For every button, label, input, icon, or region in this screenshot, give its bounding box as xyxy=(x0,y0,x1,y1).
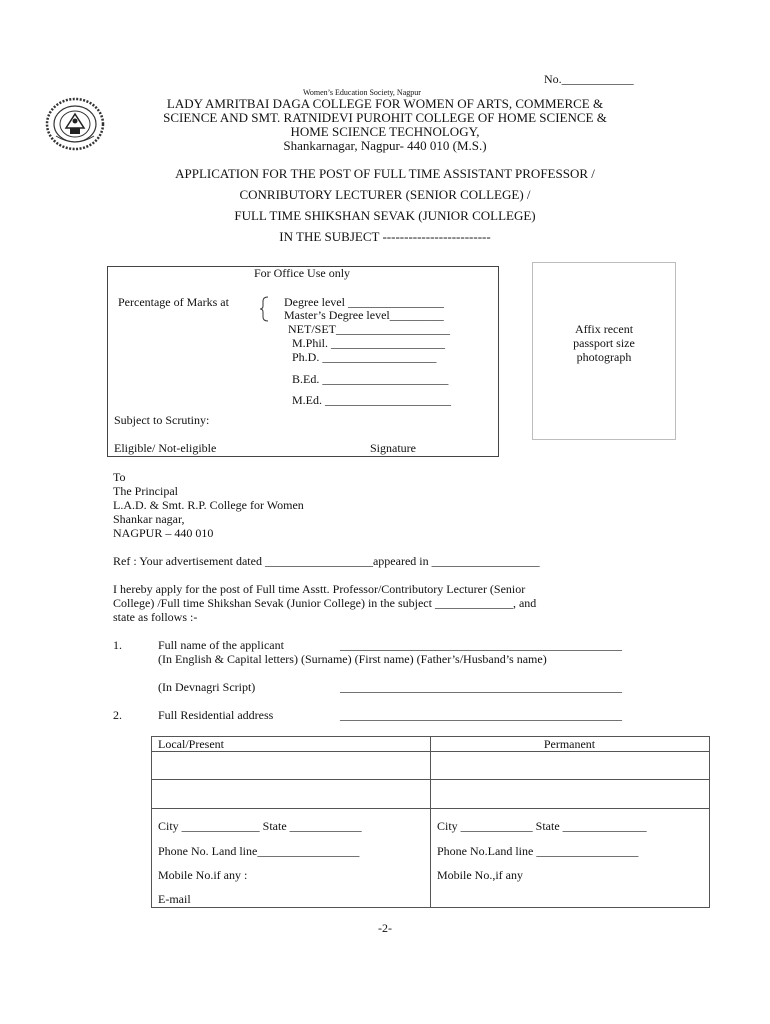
permanent-address-line-1[interactable] xyxy=(431,753,708,778)
eligibility-label: Eligible/ Not-eligible xyxy=(114,441,217,455)
photo-instruction-1: Affix recent xyxy=(574,322,634,336)
local-phone-field[interactable]: Phone No. Land line_________________ xyxy=(158,844,360,858)
full-name-field[interactable]: _______________________________________________ xyxy=(340,638,622,652)
masters-level-field[interactable]: Master’s Degree level_________ xyxy=(284,308,444,322)
society-name: Women’s Education Society, Nagpur xyxy=(303,88,421,97)
signature-label: Signature xyxy=(370,441,416,455)
local-address-line-1[interactable] xyxy=(152,753,429,778)
to-label: To xyxy=(113,470,126,484)
med-field[interactable]: M.Ed. _____________________ xyxy=(292,393,451,407)
full-name-label: Full name of the applicant xyxy=(158,638,284,652)
college-address: Shankarnagar, Nagpur- 440 010 (M.S.) xyxy=(283,138,487,153)
intro-line-3: state as follows :- xyxy=(113,610,198,624)
brace-icon xyxy=(259,296,269,322)
form-title-line-2: CONRIBUTORY LECTURER (SENIOR COLLEGE) / xyxy=(239,187,531,202)
permanent-address-header: Permanent xyxy=(543,737,596,751)
item-1-number: 1. xyxy=(113,638,122,652)
to-locality: Shankar nagar, xyxy=(113,512,185,526)
college-name-line-3: HOME SCIENCE TECHNOLOGY, xyxy=(290,124,480,139)
local-city-state-field[interactable]: City _____________ State ____________ xyxy=(158,819,362,833)
page-number: -2- xyxy=(378,921,392,935)
to-city: NAGPUR – 440 010 xyxy=(113,526,214,540)
form-title-line-1: APPLICATION FOR THE POST OF FULL TIME ASSISTANT PROFESSOR / xyxy=(175,166,595,181)
permanent-city-state-field[interactable]: City ____________ State ______________ xyxy=(437,819,647,833)
form-title-line-3: FULL TIME SHIKSHAN SEVAK (JUNIOR COLLEGE) xyxy=(234,208,536,223)
intro-line-2[interactable]: College) /Full time Shikshan Sevak (Junior College) in the subject _____________, and xyxy=(113,596,537,610)
reference-line[interactable]: Ref : Your advertisement dated __________________appeared in __________________ xyxy=(113,554,540,568)
local-mobile-field[interactable]: Mobile No.if any : xyxy=(158,868,248,882)
office-use-title: For Office Use only xyxy=(253,266,351,280)
scrutiny-label: Subject to Scrutiny: xyxy=(114,413,210,427)
percentage-label: Percentage of Marks at xyxy=(118,295,229,309)
intro-line-1: I hereby apply for the post of Full time Asstt. Professor/Contributory Lecturer (Senior xyxy=(113,582,526,596)
permanent-phone-field[interactable]: Phone No.Land line _________________ xyxy=(437,844,639,858)
photo-instruction-3: photograph xyxy=(576,350,632,364)
to-principal: The Principal xyxy=(113,484,178,498)
college-name-line-1: LADY AMRITBAI DAGA COLLEGE FOR WOMEN OF ARTS, COMMERCE & xyxy=(166,96,604,111)
phd-field[interactable]: Ph.D. ___________________ xyxy=(292,350,437,364)
permanent-address-line-2[interactable] xyxy=(431,781,708,807)
devnagri-label: (In Devnagri Script) xyxy=(158,680,256,694)
bed-field[interactable]: B.Ed. _____________________ xyxy=(292,372,449,386)
table-row-line xyxy=(151,808,709,809)
residential-address-field[interactable]: _______________________________________________ xyxy=(340,708,622,722)
table-row-line xyxy=(151,751,709,752)
to-college: L.A.D. & Smt. R.P. College for Women xyxy=(113,498,304,512)
full-name-hint: (In English & Capital letters) (Surname) (First name) (Father’s/Husband’s name) xyxy=(158,652,547,666)
net-set-field[interactable]: NET/SET___________________ xyxy=(288,322,450,336)
college-seal-logo xyxy=(44,96,106,152)
doc-number: No.____________ xyxy=(544,72,634,86)
college-name-line-2: SCIENCE AND SMT. RATNIDEVI PUROHIT COLLEGE OF HOME SCIENCE & xyxy=(163,110,607,125)
local-email-field[interactable]: E-mail xyxy=(158,892,191,906)
item-2-number: 2. xyxy=(113,708,122,722)
residential-address-label: Full Residential address xyxy=(158,708,274,722)
local-address-header: Local/Present xyxy=(158,737,224,751)
local-address-line-2[interactable] xyxy=(152,781,429,807)
photo-instruction-2: passport size xyxy=(573,336,635,350)
mphil-field[interactable]: M.Phil. ___________________ xyxy=(292,336,446,350)
subject-line: IN THE SUBJECT ------------------------- xyxy=(279,229,491,244)
permanent-mobile-field[interactable]: Mobile No.,if any xyxy=(437,868,523,882)
table-row-line xyxy=(151,779,709,780)
degree-level-field[interactable]: Degree level ________________ xyxy=(284,295,444,309)
devnagri-name-field[interactable]: _______________________________________________ xyxy=(340,680,622,694)
